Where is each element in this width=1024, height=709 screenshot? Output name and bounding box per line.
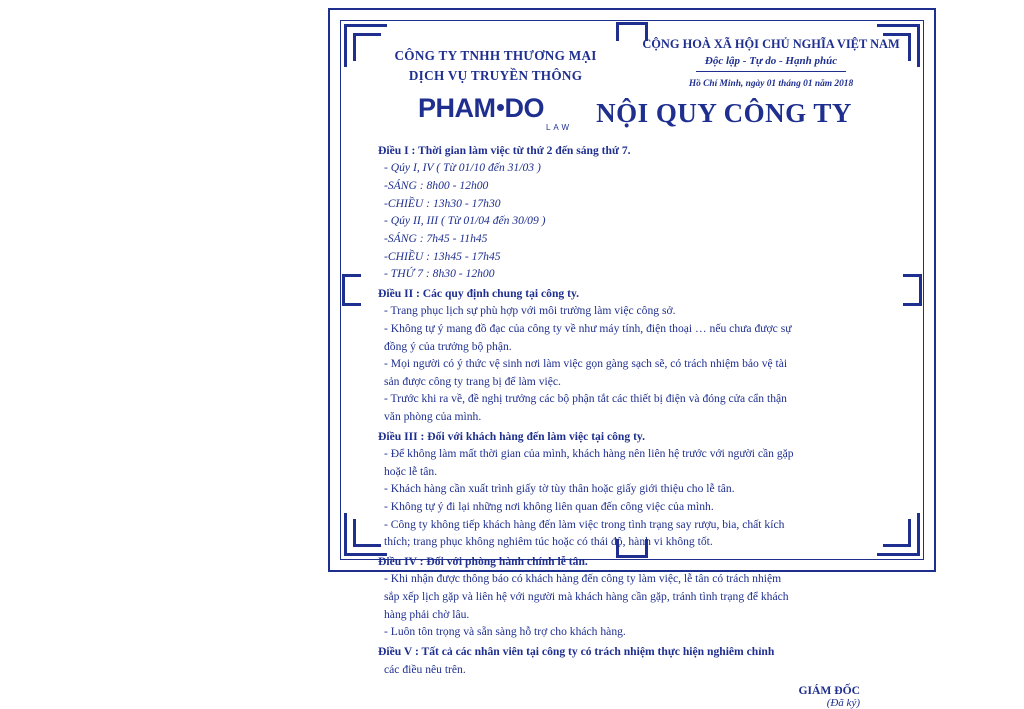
- national-heading-block: [636, 36, 906, 89]
- section-3-heading: Điều III : Đối với khách hàng đến làm việc tại công ty.: [378, 429, 645, 443]
- section-5-line-1: các điều nêu trên.: [384, 662, 466, 676]
- company-name-line-1: CÔNG TY TNHH THƯƠNG MẠI: [394, 48, 597, 63]
- section-4-line-4: - Luôn tôn trọng và sẵn sàng hỗ trợ cho khách hàng.: [384, 625, 626, 639]
- section-3-line-6: thích; trang phục không nghiêm túc hoặc có thái độ, hành vi không tốt.: [384, 535, 713, 549]
- section-3-line-2: hoặc lễ tân.: [384, 464, 438, 478]
- section-1-line-7: - THỨ 7 : 8h30 - 12h00: [384, 267, 495, 281]
- section-1-heading: Điều I : Thời gian làm việc từ thứ 2 đến sáng thứ 7.: [378, 143, 631, 157]
- section-1-line-1: - Qúy I, IV ( Từ 01/10 đến 31/03 ): [384, 161, 541, 175]
- section-4-line-2: sắp xếp lịch gặp và liên hệ với người mà khách hàng cần gặp, tránh tình trạng để khách: [384, 590, 789, 604]
- section-2-line-4: - Mọi người có ý thức vệ sinh nơi làm việc gọn gàng sạch sẽ, có trách nhiệm bảo vệ tài: [384, 357, 788, 371]
- document-content: [366, 36, 906, 709]
- section-4: [378, 553, 906, 641]
- company-logo: [366, 92, 576, 132]
- signature-note: (Đã ký): [826, 697, 860, 709]
- signature-role: GIÁM ĐỐC: [798, 684, 860, 698]
- company-name-line-2: DỊCH VỤ TRUYỀN THÔNG: [408, 67, 583, 83]
- section-2: [378, 285, 906, 426]
- section-2-line-3: đồng ý của trưởng bộ phận.: [384, 339, 512, 353]
- document-sheet: [328, 8, 936, 709]
- section-1-line-6: -CHIỀU : 13h45 - 17h45: [384, 249, 501, 263]
- section-3-line-4: - Không tự ý đi lại những nơi không liên quan đến công việc của mình.: [384, 500, 714, 514]
- document-title: NỘI QUY CÔNG TY: [596, 97, 852, 128]
- section-5-heading: Điều V : Tất cả các nhân viên tại công ty có trách nhiệm thực hiện nghiêm chỉnh: [378, 644, 775, 658]
- logo-and-title-row: [366, 92, 906, 132]
- section-1-line-4: - Qúy II, III ( Từ 01/04 đến 30/09 ): [384, 214, 546, 228]
- section-5: [378, 643, 906, 678]
- section-1-line-5: -SÁNG : 7h45 - 11h45: [384, 231, 488, 245]
- section-2-line-6: - Trước khi ra về, đề nghị trưởng các bộ phận tắt các thiết bị điện và đóng cửa cẩn thận: [384, 392, 787, 406]
- section-2-line-7: văn phòng của mình.: [384, 410, 482, 423]
- section-3-line-3: - Khách hàng cần xuất trình giấy tờ tùy thân hoặc giấy giới thiệu cho lễ tân.: [384, 482, 735, 496]
- edge-ornament-left-icon: [342, 274, 361, 306]
- section-1-line-3: -CHIỀU : 13h30 - 17h30: [384, 196, 501, 210]
- logo-wordmark: [418, 92, 544, 123]
- section-1-line-2: -SÁNG : 8h00 - 12h00: [384, 179, 489, 193]
- company-name-block: [366, 36, 625, 86]
- logo-text-right: DO: [504, 92, 544, 123]
- place-and-date: Hồ Chí Minh, ngày 01 tháng 01 năm 2018: [688, 78, 854, 89]
- section-2-line-5: sản được công ty trang bị để làm việc.: [384, 374, 561, 388]
- section-3: [378, 428, 906, 551]
- national-title: CỘNG HOÀ XÃ HỘI CHỦ NGHĨA VIỆT NAM: [642, 37, 900, 51]
- logo-text-left: PHAM: [418, 92, 496, 123]
- section-4-heading: Điều IV : Đối với phòng hành chính lễ tân.: [378, 554, 588, 568]
- logo-dot-icon: [497, 104, 504, 111]
- section-3-line-5: - Công ty không tiếp khách hàng đến làm việc trong tình trạng say rượu, bia, chất kích: [384, 517, 785, 531]
- national-motto: Độc lập - Tự do - Hạnh phúc: [704, 55, 838, 68]
- section-2-heading: Điều II : Các quy định chung tại công ty.: [378, 286, 579, 300]
- document-header: [366, 36, 906, 89]
- signature-block: [366, 684, 906, 709]
- document-body: [366, 142, 906, 678]
- section-4-line-3: hàng phải chờ lâu.: [384, 607, 470, 621]
- section-3-line-1: - Để không làm mất thời gian của mình, khách hàng nên liên hệ trước với người cần gặp: [384, 447, 794, 461]
- logo-subtitle: LAW: [545, 122, 572, 132]
- motto-underline: [696, 71, 846, 72]
- section-2-line-1: - Trang phục lịch sự phù hợp với môi trường làm việc công sở.: [384, 304, 676, 318]
- section-4-line-1: - Khi nhận được thông báo có khách hàng đến công ty làm việc, lễ tân có trách nhiệm: [384, 572, 782, 586]
- section-1: [378, 142, 906, 283]
- section-2-line-2: - Không tự ý mang đồ đạc của công ty về như máy tính, điện thoại … nếu chưa được sự: [384, 321, 792, 335]
